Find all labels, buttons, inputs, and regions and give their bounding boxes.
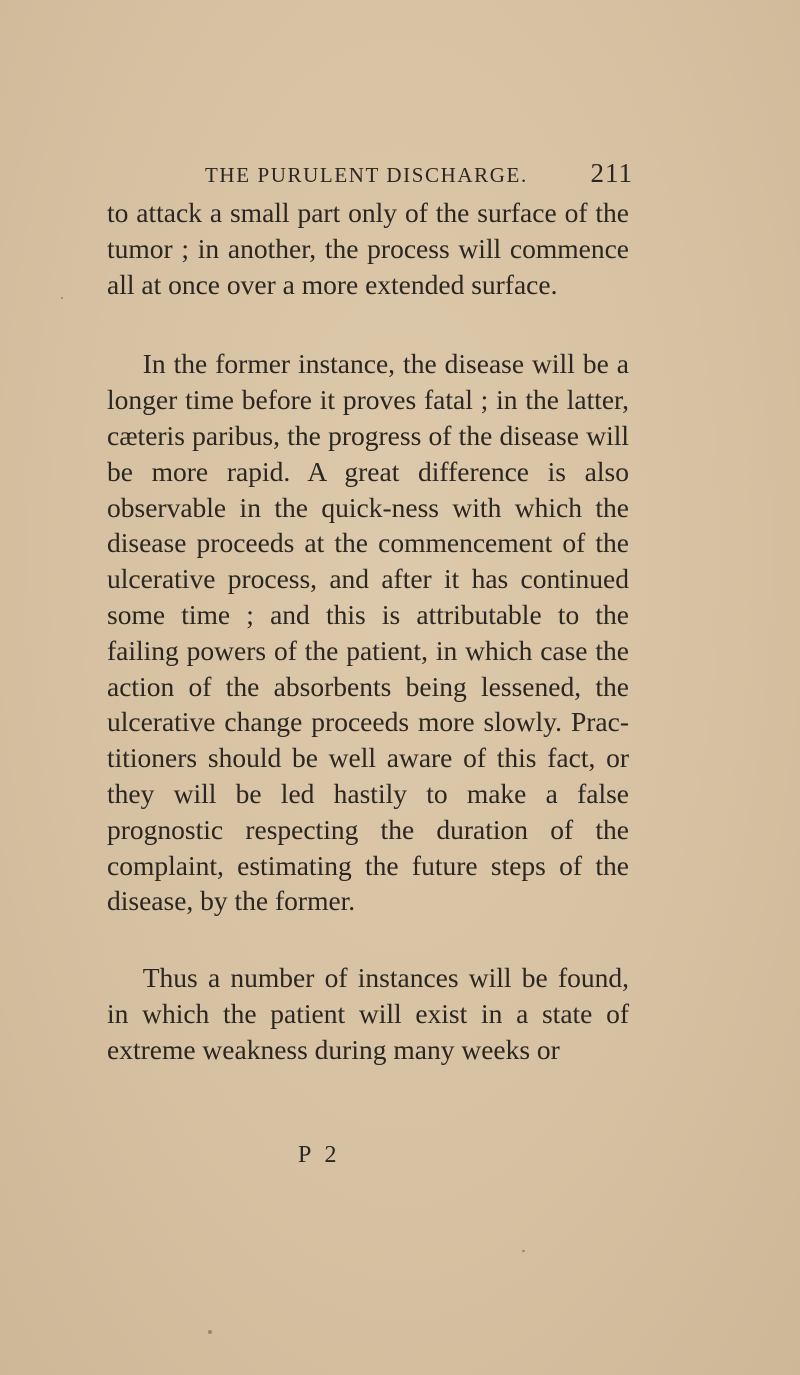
- paragraph-former-instance: In the former instance, the disease will be a longer time before it proves fatal ; in the latter, cæteris paribus, the progress of the disease will be more rapid. A great difference is also observable in the quick-ness with which the disease proceeds at the commencement of the ulcerative process, and after it has continued some time ; and this is attributable to the failing powers of the patient, in which case the action of the absorbents being lessened, the ulcerative change proceeds more slowly. Prac-titioners should be well aware of this fact, or they will be led hastily to make a false prognostic respecting the duration of the complaint, estimating the future steps of the disease, by the former.: [107, 348, 629, 917]
- body-text: [107, 195, 629, 1068]
- paper-speck: [208, 1330, 212, 1334]
- signature-mark: P 2: [298, 1142, 341, 1168]
- page-number: 211: [590, 158, 633, 188]
- running-head-title: THE PURULENT DISCHARGE.: [205, 163, 528, 187]
- paper-speck: [61, 297, 63, 299]
- paragraph-continuation: to attack a small part only of the surface of the tumor ; in another, the process will commence all at once over a more extended surface.: [107, 197, 629, 300]
- running-head: [205, 158, 633, 193]
- paragraph-thus-a-number: Thus a number of instances will be found, in which the patient will exist in a state of extreme weakness during many weeks or: [107, 962, 629, 1065]
- paper-speck: [522, 1250, 525, 1252]
